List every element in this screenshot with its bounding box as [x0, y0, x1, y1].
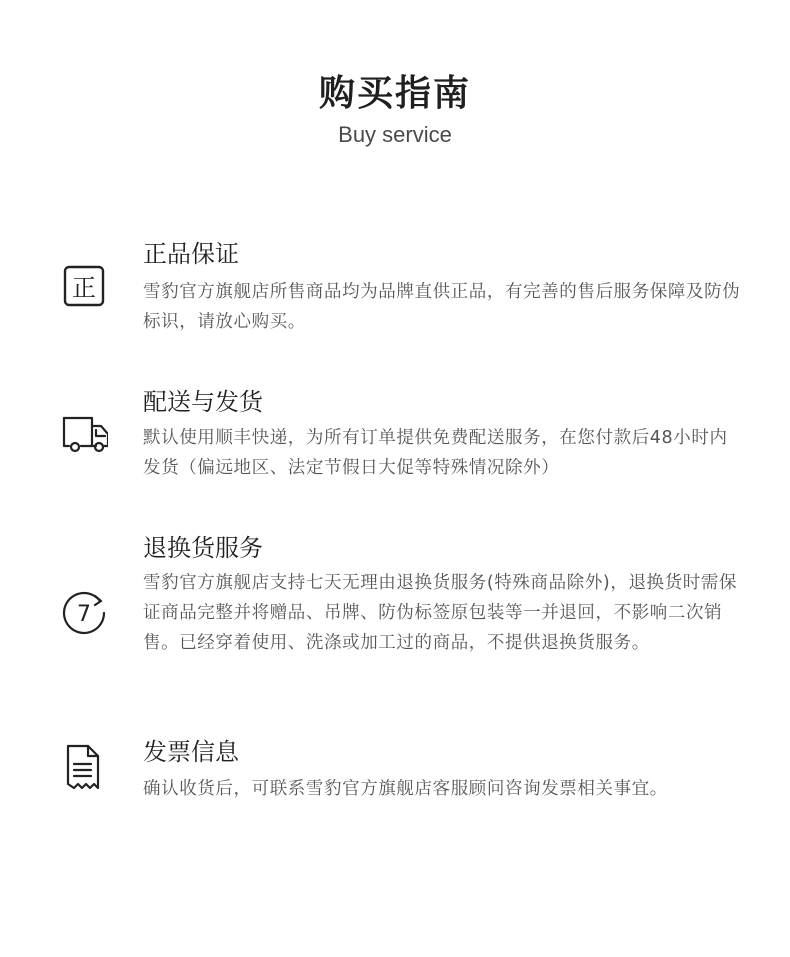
authentic-icon	[62, 264, 108, 310]
seven-day-return-glyph: 7	[77, 602, 91, 627]
section-body: 雪豹官方旗舰店所售商品均为品牌直供正品，有完善的售后服务保障及防伪标识，请放心购买。	[143, 282, 741, 332]
section-title: 配送与发货	[143, 388, 263, 416]
page-header	[0, 70, 790, 150]
page-title: 购买指南	[318, 73, 471, 114]
section-title: 正品保证	[143, 240, 239, 268]
seven-day-return-icon	[62, 590, 108, 636]
invoice-receipt-icon	[62, 744, 108, 790]
section-body: 雪豹官方旗舰店支持七天无理由退换货服务(特殊商品除外)，退换货时需保证商品完整并将赠品、吊牌、防伪标签原包装等一并退回，不影响二次销售。已经穿着使用、洗涤或加工过的商品，不提供退换货服务。	[143, 573, 738, 653]
page-subtitle: Buy service	[338, 122, 452, 147]
delivery-truck-icon	[62, 412, 108, 458]
authentic-icon-glyph: 正	[72, 274, 96, 302]
section-title: 发票信息	[143, 738, 239, 766]
section-body: 默认使用顺丰快递，为所有订单提供免费配送服务，在您付款后48小时内发货（偏远地区、法定节假日大促等特殊情况除外）	[143, 428, 728, 478]
section-title: 退换货服务	[143, 534, 263, 562]
section-body: 确认收货后，可联系雪豹官方旗舰店客服顾问咨询发票相关事宜。	[143, 779, 668, 799]
